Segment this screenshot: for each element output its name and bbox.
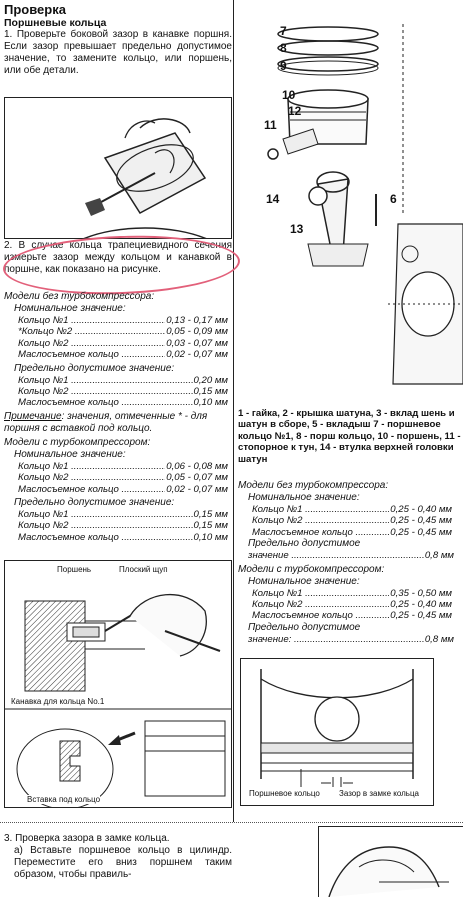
models-no-turbo-heading: Модели без турбокомпрессора: [4,291,155,302]
step-2-text: 2. В случае кольца трапециевидного сечения измерьте зазор между кольцом и канавкой в поршне, как показано на рисунке. [4,240,232,275]
spec-row: Маслосъемное кольцо ..... 0,10 мм [18,532,228,543]
section-subtitle: Поршневые кольца [4,17,107,29]
spec-row: Кольцо №2 ..... 0,25 - 0,45 мм [252,515,452,526]
part-number-12: 12 [288,104,302,118]
step-3-heading: 3. Проверка зазора в замке кольца. [4,833,170,844]
spec-row: значение: ..... 0,8 мм [248,634,454,645]
part-number-6: 6 [390,192,397,206]
feeler-gauge-illustration [5,98,231,238]
nominal-heading: Номинальное значение: [14,303,126,314]
ring-gap-figure [240,658,434,806]
spec-row: Кольцо №2 ..... 0,03 - 0,07 мм [18,338,228,349]
spec-row: *Кольцо №2 ..... 0,05 - 0,09 мм [18,326,228,337]
page-title: Проверка [4,2,66,17]
bottom-right-figure [318,826,463,897]
probe-label: Плоский щуп [119,565,168,574]
feeler-gauge-figure [4,97,232,239]
insert-label: Вставка под кольцо [27,795,101,804]
ring-groove-figure [4,560,232,808]
part-number-7: 7 [280,24,287,38]
spec-row: Кольцо №1 ..... 0,20 мм [18,375,228,386]
part-number-14: 14 [266,192,280,206]
spec-row: Кольцо №1 ..... 0,13 - 0,17 мм [18,315,228,326]
part-number-10: 10 [282,88,296,102]
step-1-text: 1. Проверьте боковой зазор в канавке поршня. Если зазор превышает предельно допустимое значение, то замените кольцо, или поршень, или обе детали. [4,29,232,76]
note-label: Примечание [4,410,62,422]
spec-row: Кольцо №1 ..... 0,35 - 0,50 мм [252,588,452,599]
right-specs [238,480,463,645]
spec-row: Кольцо №2 ..... 0,15 мм [18,520,228,531]
right-nominal-2: Номинальное значение: [248,575,360,587]
spec-row: Кольцо №2 ..... 0,15 мм [18,386,228,397]
right-limit-2: Предельно допустимое [248,621,361,633]
spec-row: Кольцо №1 ..... 0,25 - 0,40 мм [252,504,452,515]
dotted-separator [0,822,463,823]
limit-heading-2: Предельно допустимое значение: [14,497,175,509]
part-number-13: 13 [290,222,304,236]
ring-gap-illustration [241,659,433,805]
right-nominal: Номинальное значение: [248,492,360,503]
right-models-turbo: Модели с турбокомпрессором: [238,563,385,575]
ring-label: Поршневое кольцо [249,789,320,798]
spec-row: Маслосъемное кольцо ..... 0,10 мм [18,397,228,408]
spec-row: Кольцо №1 ..... 0,15 мм [18,509,228,520]
models-turbo-heading: Модели с турбокомпрессором: [4,436,151,448]
part-number-8: 8 [280,41,287,55]
left-column-top [4,2,232,77]
specs-no-turbo [4,291,232,543]
spec-row: Кольцо №2 ..... 0,25 - 0,40 мм [252,599,452,610]
parts-legend: 1 - гайка, 2 - крышка шатуна, 3 - вклад шень и шатун в сборе, 5 - вкладыш 7 - поршневое кольцо №1, 8 - порш кольцо, 10 - поршень, 11 - стопорное к тун, 14 - втулка верхней головки шатун [238,408,461,465]
right-limit: Предельно допустимое [248,538,361,550]
right-models-no-turbo: Модели без турбокомпрессора: [238,480,389,491]
spec-row: Маслосъемное кольцо ..... 0,02 - 0,07 мм [18,349,228,360]
groove-label: Канавка для кольца No.1 [11,697,105,706]
part-number-11: 11 [264,118,277,132]
hand-illustration [319,827,463,897]
spec-row: Кольцо №2 ..... 0,05 - 0,07 мм [18,472,228,483]
ring-groove-illustration [5,561,231,807]
gap-label: Зазор в замке кольца [339,789,419,798]
part-number-9: 9 [280,59,287,73]
spec-row: Маслосъемное кольцо ..... 0,02 - 0,07 мм [18,484,228,495]
step-3a-text: а) Вставьте поршневое кольцо в цилиндр. Переместите его вниз поршнем таким образом, чтобы правиль- [14,845,232,880]
piston-label: Поршень [57,565,92,574]
spec-row: Маслосъемное кольцо ..... 0,25 - 0,45 мм [252,527,452,538]
spec-row: значение ..... 0,8 мм [248,550,454,561]
nominal-heading-2: Номинальное значение: [14,448,126,460]
column-divider [233,0,234,822]
spec-row: Маслосъемное кольцо ..... 0,25 - 0,45 мм [252,610,452,621]
spec-row: Кольцо №1 ..... 0,06 - 0,08 мм [18,461,228,472]
step-3 [4,833,232,881]
exploded-view-figure [238,4,463,404]
note [4,411,232,435]
note-text: : значения, отмеченные * - для поршня с вставкой под кольцо. [4,410,208,434]
limit-heading: Предельно допустимое значение: [14,362,175,374]
